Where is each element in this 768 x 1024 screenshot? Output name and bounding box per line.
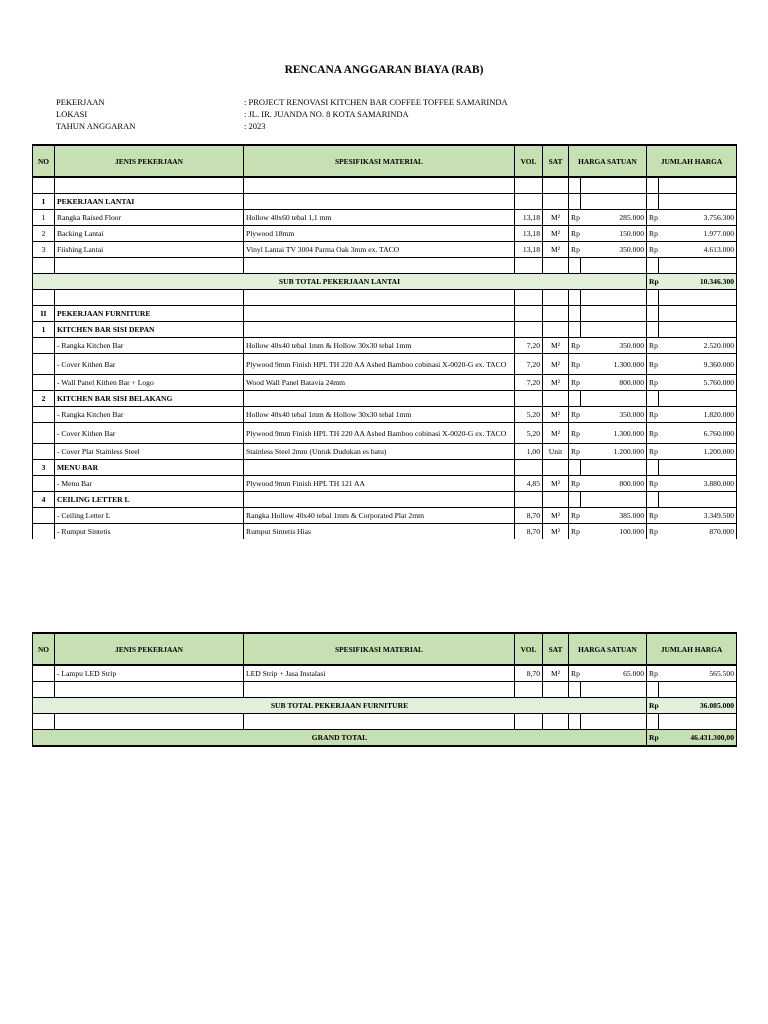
item-jenis: - Wall Panel Kithen Bar + Logo	[55, 375, 244, 391]
group-row	[33, 460, 737, 476]
item-jenis: - Rangka Kitchen Bar	[55, 338, 244, 354]
currency-label: Rp	[569, 407, 581, 423]
info-label: TAHUN ANGGARAN	[56, 121, 136, 131]
info-label: PEKERJAAN	[56, 97, 105, 107]
table-row	[33, 338, 737, 354]
item-spec: LED Strip + Jasa Instalasi	[244, 665, 515, 682]
item-spec: Stainless Steel 2mm (Untuk Dudukan es batu)	[244, 444, 515, 460]
item-no: 3	[33, 242, 55, 258]
currency-label: Rp	[647, 508, 659, 524]
currency-label: Rp	[647, 730, 659, 747]
group-no: 4	[33, 492, 55, 508]
group-no: 2	[33, 391, 55, 407]
item-jenis: - Ceiling Letter L	[55, 508, 244, 524]
col-sat: SAT	[543, 633, 569, 665]
item-spec: Plywood 9mm Finish HPL TH 220 AA Ashed Bamboo cobinasi X-0020-G ex. TACO	[244, 354, 515, 375]
item-sat: M²	[543, 508, 569, 524]
info-row-lokasi	[56, 108, 508, 120]
info-value: : JL. IR. JUANDA NO. 8 KOTA SAMARINDA	[244, 109, 409, 119]
currency-label: Rp	[647, 423, 659, 444]
col-jumlah: JUMLAH HARGA	[647, 633, 737, 665]
table-row	[33, 476, 737, 492]
col-vol: VOL	[515, 633, 543, 665]
currency-label: Rp	[569, 444, 581, 460]
item-sat: M²	[543, 423, 569, 444]
item-jumlah: 9.360.000	[659, 354, 737, 375]
section-title: PEKERJAAN LANTAI	[55, 194, 244, 210]
item-jumlah: 4.613.000	[659, 242, 737, 258]
currency-label: Rp	[647, 354, 659, 375]
currency-label: Rp	[647, 274, 659, 290]
rab-table-page-2	[32, 632, 737, 747]
col-spesifikasi: SPESIFIKASI MATERIAL	[244, 145, 515, 177]
col-no: NO	[33, 633, 55, 665]
item-jenis: - Rangka Kitchen Bar	[55, 407, 244, 423]
table-row	[33, 226, 737, 242]
item-vol: 7,20	[515, 338, 543, 354]
currency-label: Rp	[647, 698, 659, 714]
col-harga: HARGA SATUAN	[569, 145, 647, 177]
item-sat: M²	[543, 375, 569, 391]
item-jumlah: 1.977.000	[659, 226, 737, 242]
item-harga: 385.000	[581, 508, 647, 524]
item-vol: 13,18	[515, 210, 543, 226]
item-jenis: - Lampu LED Strip	[55, 665, 244, 682]
section-title: PEKERJAAN FURNITURE	[55, 306, 244, 322]
item-spec: Plywood 9mm Finish HPL TH 220 AA Ashed Bamboo cobinasi X-0020-G ex. TACO	[244, 423, 515, 444]
subtotal-label: SUB TOTAL PEKERJAAN FURNITURE	[33, 698, 647, 714]
rab-table-page-1	[32, 144, 737, 539]
col-jenis: JENIS PEKERJAAN	[55, 633, 244, 665]
currency-label: Rp	[569, 508, 581, 524]
currency-label: Rp	[569, 476, 581, 492]
item-jumlah: 1.820.000	[659, 407, 737, 423]
item-harga: 350.000	[581, 338, 647, 354]
group-title: MENU BAR	[55, 460, 244, 476]
item-sat: M²	[543, 665, 569, 682]
grand-total-row	[33, 730, 737, 747]
section-no: II	[33, 306, 55, 322]
item-vol: 8,70	[515, 665, 543, 682]
item-harga: 65.000	[581, 665, 647, 682]
group-row	[33, 322, 737, 338]
subtotal-value: 36.085.000	[659, 698, 737, 714]
table-header	[33, 633, 737, 665]
item-jumlah: 5.760.000	[659, 375, 737, 391]
currency-label: Rp	[569, 338, 581, 354]
item-spec: Vinyl Lantai TV 3004 Parma Oak 3mm ex. TACO	[244, 242, 515, 258]
currency-label: Rp	[569, 524, 581, 540]
table-row	[33, 242, 737, 258]
item-jenis: Rangka Raised Floor	[55, 210, 244, 226]
item-harga: 150.000	[581, 226, 647, 242]
table-row	[33, 407, 737, 423]
group-row	[33, 492, 737, 508]
col-sat: SAT	[543, 145, 569, 177]
info-row-tahun	[56, 120, 508, 132]
item-sat: M²	[543, 242, 569, 258]
item-vol: 5,20	[515, 407, 543, 423]
item-jenis: Fiishing Lantai	[55, 242, 244, 258]
item-sat: M²	[543, 524, 569, 540]
item-harga: 1.200.000	[581, 444, 647, 460]
group-title: CEILING LETTER L	[55, 492, 244, 508]
currency-label: Rp	[647, 407, 659, 423]
item-jumlah: 3.880.000	[659, 476, 737, 492]
item-jumlah: 3.756.300	[659, 210, 737, 226]
currency-label: Rp	[569, 665, 581, 682]
currency-label: Rp	[647, 375, 659, 391]
subtotal-row	[33, 698, 737, 714]
section-no: I	[33, 194, 55, 210]
document-title: RENCANA ANGGARAN BIAYA (RAB)	[284, 64, 484, 76]
group-row	[33, 391, 737, 407]
subtotal-label: SUB TOTAL PEKERJAAN LANTAI	[33, 274, 647, 290]
item-spec: Rangka Hollow 40x40 tebal 1mm & Corporated Plat 2mm	[244, 508, 515, 524]
item-jumlah: 6.760.000	[659, 423, 737, 444]
project-info	[56, 96, 508, 132]
item-jumlah: 1.200.000	[659, 444, 737, 460]
item-harga: 285.000	[581, 210, 647, 226]
table-row	[33, 444, 737, 460]
table-row	[33, 423, 737, 444]
currency-label: Rp	[647, 476, 659, 492]
item-vol: 5,20	[515, 423, 543, 444]
section-row	[33, 306, 737, 322]
item-harga: 350.000	[581, 242, 647, 258]
empty-row	[33, 177, 737, 194]
grand-total-value: 46.431.300,00	[659, 730, 737, 747]
item-jumlah: 565.500	[659, 665, 737, 682]
item-vol: 7,20	[515, 375, 543, 391]
empty-row	[33, 714, 737, 730]
table-header	[33, 145, 737, 177]
item-sat: M²	[543, 407, 569, 423]
currency-label: Rp	[647, 444, 659, 460]
currency-label: Rp	[569, 423, 581, 444]
group-title: KITCHEN BAR SISI DEPAN	[55, 322, 244, 338]
subtotal-value: 10.346.300	[659, 274, 737, 290]
group-no: 3	[33, 460, 55, 476]
table-row	[33, 375, 737, 391]
subtotal-row	[33, 274, 737, 290]
item-spec: Hollow 40x40 tebal 1mm & Hollow 30x30 tebal 1mm	[244, 338, 515, 354]
item-harga: 1.300.000	[581, 423, 647, 444]
group-title: KITCHEN BAR SISI BELAKANG	[55, 391, 244, 407]
item-sat: M²	[543, 354, 569, 375]
col-jumlah: JUMLAH HARGA	[647, 145, 737, 177]
item-vol: 8,70	[515, 524, 543, 540]
item-spec: Wood Wall Panel Batavia 24mm	[244, 375, 515, 391]
col-vol: VOL	[515, 145, 543, 177]
empty-row	[33, 290, 737, 306]
item-jenis: - Cover Plat Stainless Steel	[55, 444, 244, 460]
item-spec: Hollow 40x60 tebal 1,1 mm	[244, 210, 515, 226]
col-harga: HARGA SATUAN	[569, 633, 647, 665]
currency-label: Rp	[647, 665, 659, 682]
item-sat: M²	[543, 226, 569, 242]
info-row-pekerjaan	[56, 96, 508, 108]
item-vol: 1,00	[515, 444, 543, 460]
item-harga: 1.300.000	[581, 354, 647, 375]
col-jenis: JENIS PEKERJAAN	[55, 145, 244, 177]
currency-label: Rp	[647, 524, 659, 540]
item-jenis: - Rumput Sintetis	[55, 524, 244, 540]
item-no: 2	[33, 226, 55, 242]
info-label: LOKASI	[56, 109, 88, 119]
empty-row	[33, 258, 737, 274]
item-jumlah: 870.000	[659, 524, 737, 540]
currency-label: Rp	[647, 338, 659, 354]
group-no: 1	[33, 322, 55, 338]
item-vol: 13,18	[515, 226, 543, 242]
col-spesifikasi: SPESIFIKASI MATERIAL	[244, 633, 515, 665]
item-spec: Rumput Sintetis Hias	[244, 524, 515, 540]
item-vol: 13,18	[515, 242, 543, 258]
table-row	[33, 354, 737, 375]
currency-label: Rp	[647, 226, 659, 242]
empty-row	[33, 682, 737, 698]
item-spec: Hollow 40x40 tebal 1mm & Hollow 30x30 tebal 1mm	[244, 407, 515, 423]
info-value: : PROJECT RENOVASI KITCHEN BAR COFFEE TOFFEE SAMARINDA	[244, 97, 508, 107]
currency-label: Rp	[569, 242, 581, 258]
currency-label: Rp	[569, 354, 581, 375]
item-jumlah: 2.520.000	[659, 338, 737, 354]
item-vol: 7,20	[515, 354, 543, 375]
item-jenis: - Menu Bar	[55, 476, 244, 492]
item-vol: 8,70	[515, 508, 543, 524]
info-value: : 2023	[244, 121, 266, 131]
item-no: 1	[33, 210, 55, 226]
item-spec: Plywood 18mm	[244, 226, 515, 242]
item-sat: M²	[543, 338, 569, 354]
item-vol: 4,85	[515, 476, 543, 492]
item-harga: 350.000	[581, 407, 647, 423]
item-spec: Plywood 9mm Finish HPL TH 121 AA	[244, 476, 515, 492]
item-harga: 800.000	[581, 476, 647, 492]
table-row	[33, 524, 737, 540]
item-harga: 100.000	[581, 524, 647, 540]
item-harga: 800.000	[581, 375, 647, 391]
currency-label: Rp	[647, 242, 659, 258]
currency-label: Rp	[569, 226, 581, 242]
section-row	[33, 194, 737, 210]
table-row	[33, 508, 737, 524]
item-jumlah: 3.349.500	[659, 508, 737, 524]
item-jenis: - Cover Kithen Bar	[55, 354, 244, 375]
col-no: NO	[33, 145, 55, 177]
item-jenis: - Cover Kithen Bar	[55, 423, 244, 444]
currency-label: Rp	[569, 210, 581, 226]
table-row	[33, 665, 737, 682]
item-sat: M²	[543, 210, 569, 226]
currency-label: Rp	[647, 210, 659, 226]
table-row	[33, 210, 737, 226]
item-sat: M²	[543, 476, 569, 492]
item-jenis: Backing Lantai	[55, 226, 244, 242]
item-sat: Unit	[543, 444, 569, 460]
grand-total-label: GRAND TOTAL	[33, 730, 647, 747]
currency-label: Rp	[569, 375, 581, 391]
